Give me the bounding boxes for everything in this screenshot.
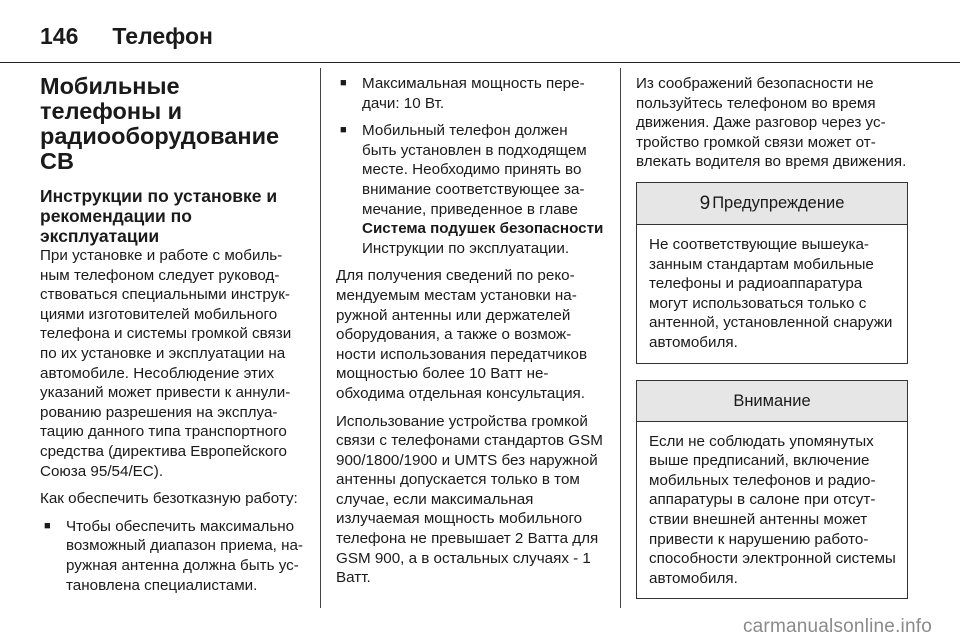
- list-item-text: Чтобы обеспечить максимально возможный диапазон приема, наружная антенна должна быть установлена специалистами.: [66, 517, 303, 594]
- list-item: [40, 517, 306, 595]
- paragraph-antenna: Для получения сведений по рекомендуемым местам установки наружной антенны или держателей оборудования, а также о возможности использования передатчиков мощностью более 10 Ватт необходима отдельная консультация.: [336, 267, 588, 402]
- watermark: carmanualsonline.info: [742, 616, 932, 637]
- notice-title: Внимание: [637, 381, 907, 422]
- list-item-text-pre: Мобильный телефон должен быть установлен в подходящем месте. Необходимо принять во внимание соответствующее замечание, приведенное в главе: [362, 122, 587, 218]
- column-1: [40, 68, 306, 603]
- paragraph-installation: При установке и работе с мобильным телефоном следует руководствоваться специальными инструкциями изготовителей мобильного телефона и системы громкой связи по их установке и эксплуатации на автомобиле. Несоблюдение этих указаний может привести к аннулированию разрешения на эксплуатацию данного типа транспортного средства (директива Европейского Союза 95/54/EC).: [40, 247, 292, 480]
- column-divider-2: [620, 68, 621, 608]
- bullet-square-icon: ■: [340, 77, 347, 89]
- chapter-title: Телефон: [112, 22, 213, 49]
- section-title: Мобильные телефоны и радиооборудование СВ: [40, 73, 280, 174]
- warning-text: Не соответствующие вышеуказанным стандартам мобильные телефоны и радиоаппаратура могут использоваться только с антенной, установленной снаружи автомобиля.: [649, 235, 893, 351]
- list-item-text: Максимальная мощность передачи: 10 Вт.: [362, 75, 585, 112]
- list-item: [336, 74, 604, 113]
- bullet-square-icon: ■: [44, 519, 51, 532]
- notice-box: [636, 380, 908, 600]
- paragraph-how-to: Как обеспечить безотказную работу:: [40, 490, 298, 508]
- notice-text: Если не соблюдать упомянутых выше предписаний, включение мобильных телефонов и радиоаппаратуры в салоне при отсутствии внешней антенны может привести к нарушению работоспособности электронной системы автомобиля.: [649, 432, 896, 587]
- warning-icon: 9: [699, 192, 711, 214]
- page-header: [40, 14, 213, 58]
- column-2: [336, 74, 604, 596]
- paragraph-safety: Из соображений безопасности не пользуйтесь телефоном во время движения. Даже разговор через устройство громкой связи может отвлекать водителя во время движения.: [636, 75, 907, 171]
- warning-title: Предупреждение: [712, 193, 845, 212]
- warning-box: [636, 182, 908, 364]
- column-3: [636, 74, 908, 615]
- subsection-title: Инструкции по установке и рекомендации по эксплуатации: [40, 186, 278, 246]
- list-item: [336, 121, 604, 258]
- column-divider-1: [320, 68, 321, 608]
- list-item-text-post: Инструкции по эксплуатации.: [362, 239, 570, 257]
- page-number: 146: [40, 22, 79, 49]
- header-rule: [0, 62, 960, 63]
- list-item-text: [362, 121, 604, 258]
- paragraph-handsfree: Использование устройства громкой связи с телефонами стандартов GSM 900/1800/1900 и UMTS без наружной антенны допускается только в том случае, если максимальная излучаемая мощность мобильного телефона не превышает 2 Ватта для GSM 900, а в остальных случаях - 1 Ватт.: [336, 412, 603, 587]
- warning-header: [637, 183, 907, 225]
- bullet-square-icon: ■: [340, 124, 347, 137]
- cross-reference-link[interactable]: Система подушек безопасности: [362, 220, 604, 238]
